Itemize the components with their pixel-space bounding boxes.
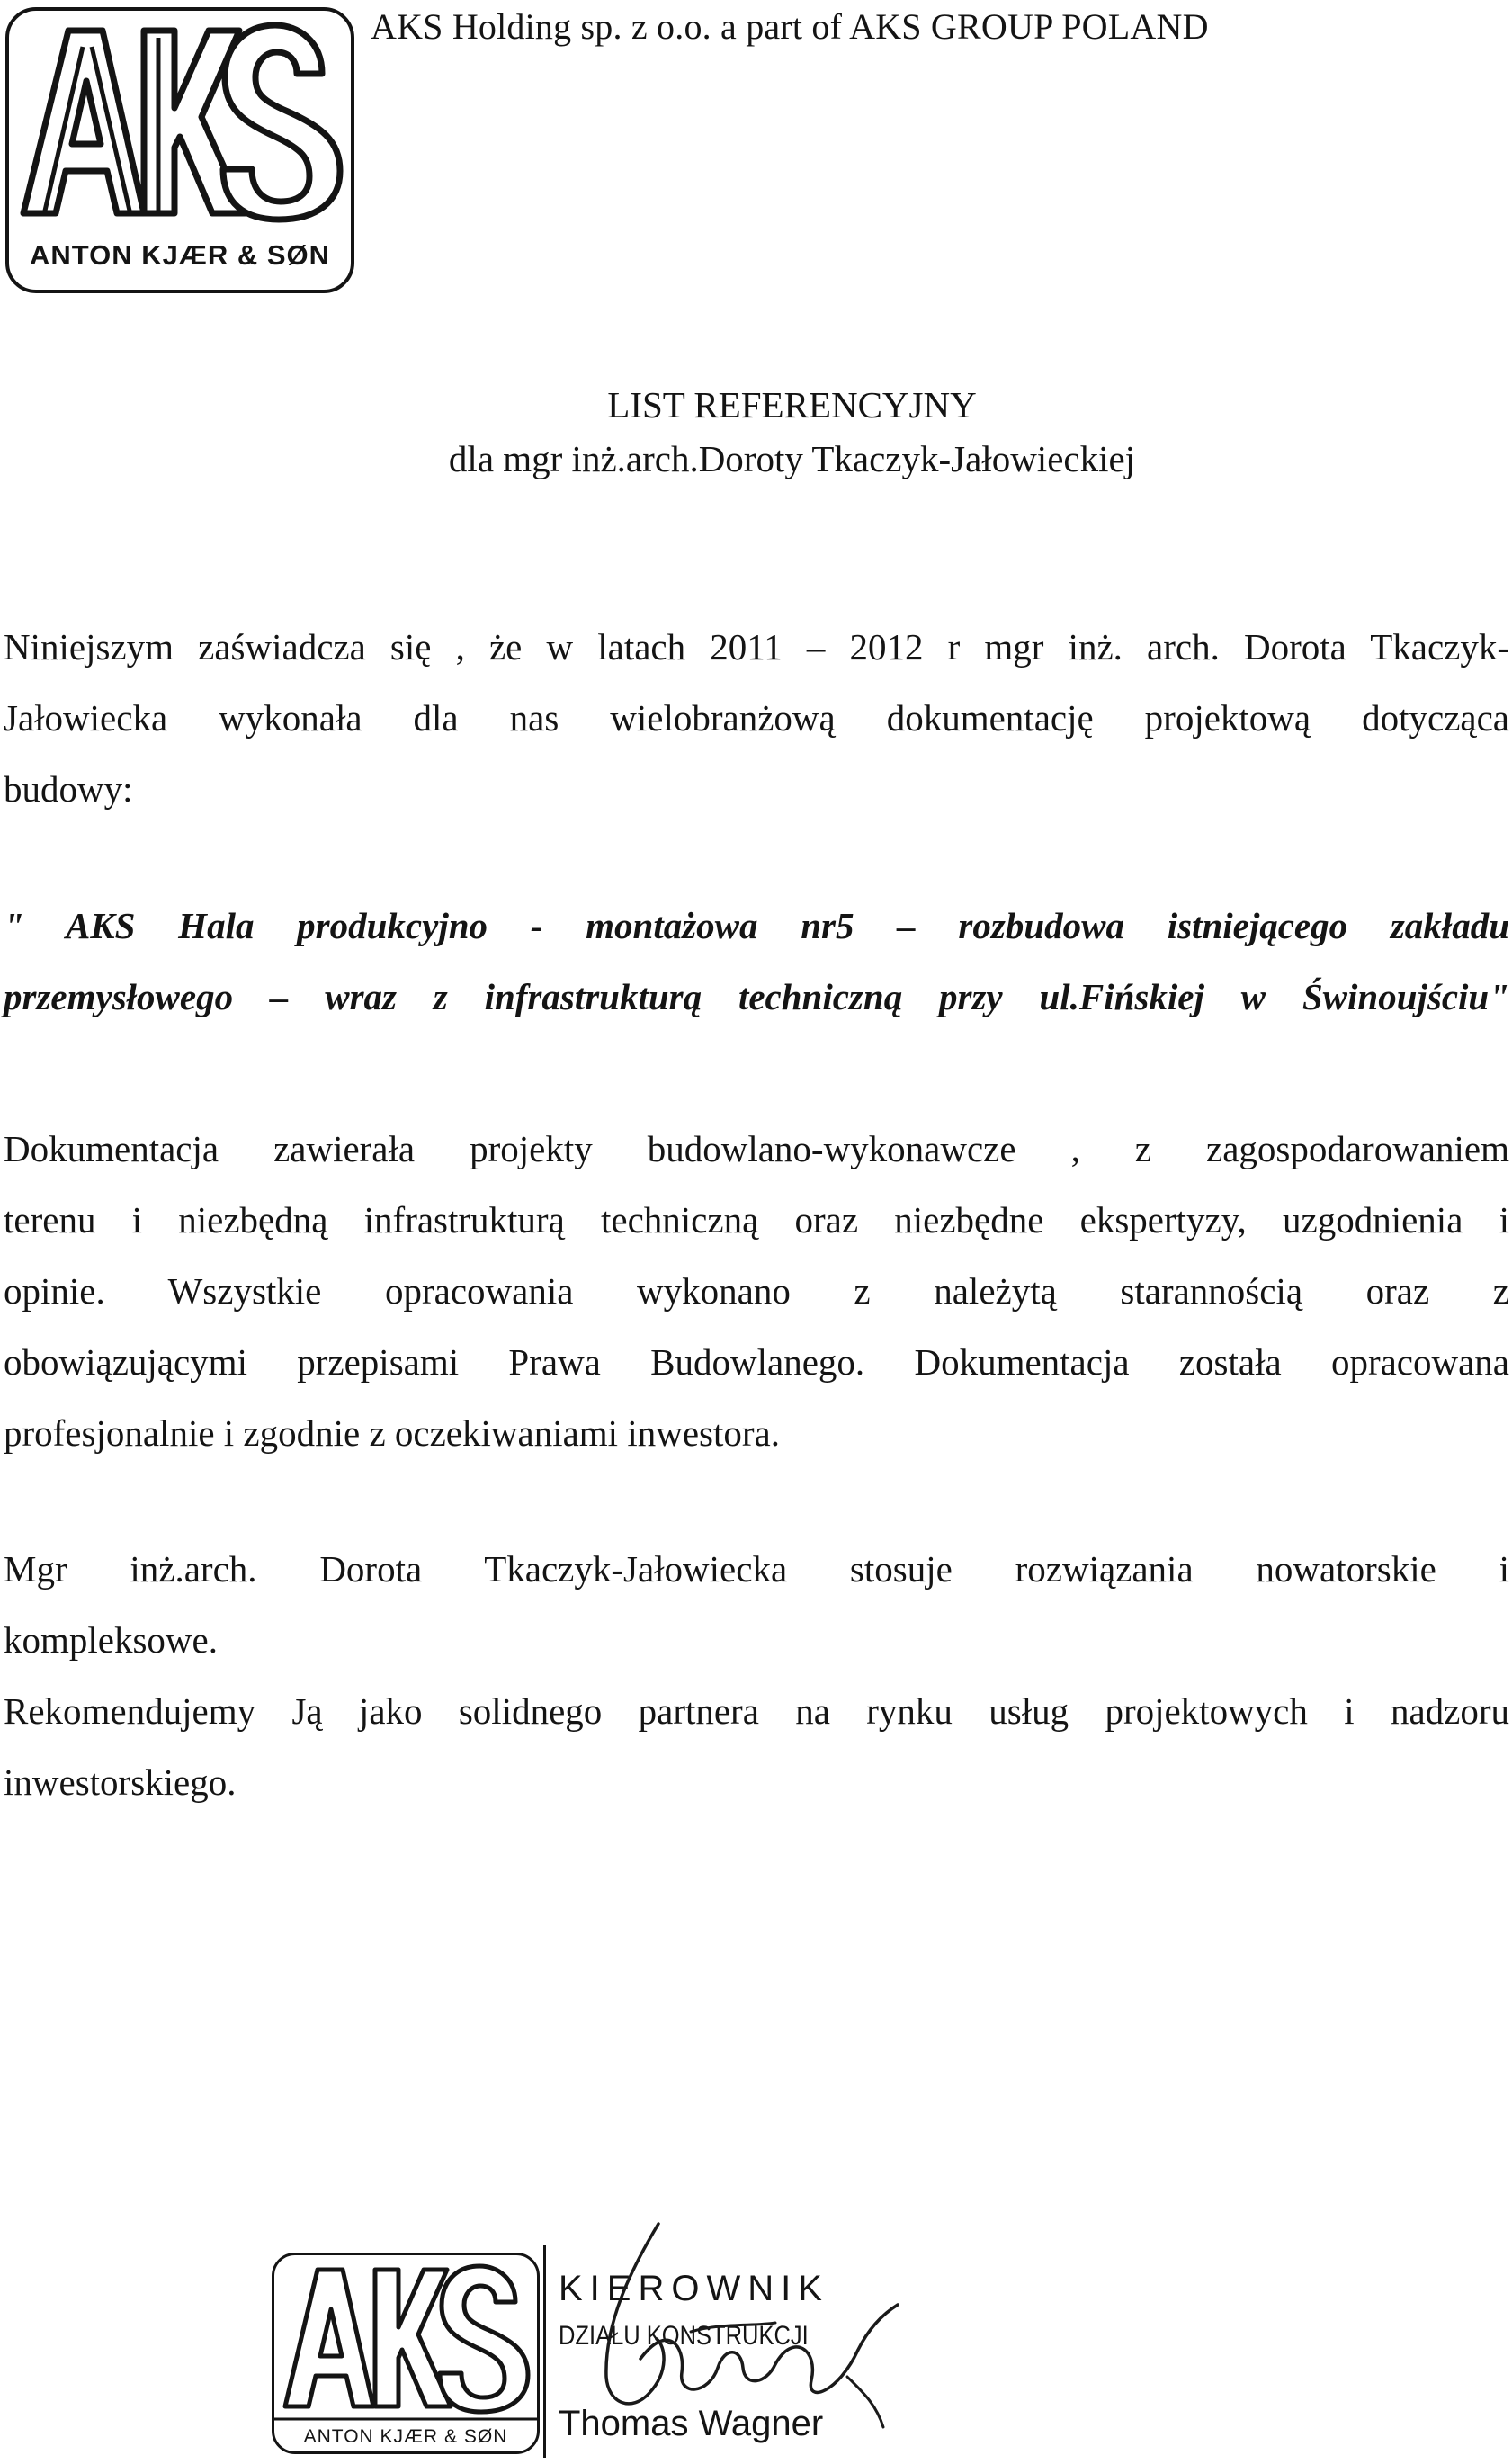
letter-recipient: dla mgr inż.arch.Doroty Tkaczyk-Jałowieckiej: [448, 438, 1136, 479]
stamp-text-box: [543, 2245, 906, 2458]
stamp-aks-logo-mark: [274, 2255, 537, 2451]
paragraph-certification: [4, 612, 1509, 825]
text-line: kompleksowe.: [4, 1619, 218, 1661]
paragraph-recommendation: [4, 1534, 1509, 1818]
letter-title-block: [0, 378, 1512, 486]
stamp-role: KIEROWNIK: [559, 2269, 829, 2308]
letter-title: LIST REFERENCYJNY: [607, 384, 977, 426]
text-line: inwestorskiego.: [4, 1761, 237, 1803]
text-line: Niniejszym zaświadcza się , że w latach 2011 – 2012 r mgr inż. arch. Dorota Tkaczyk-: [4, 626, 1509, 668]
text-line: Jałowiecka wykonała dla nas wielobranżową dokumentację projektową dotycząca: [4, 697, 1509, 739]
aks-logo: [5, 7, 354, 293]
text-line: obowiązującymi przepisami Prawa Budowlanego. Dokumentacja została opracowana: [4, 1341, 1509, 1383]
text-line: Mgr inż.arch. Dorota Tkaczyk-Jałowiecka stosuje rozwiązania nowatorskie i: [4, 1548, 1509, 1590]
signature-stamp: [254, 2229, 901, 2461]
stamp-logo-tagline: ANTON KJÆR & SØN: [303, 2426, 508, 2447]
text-line: terenu i niezbędną infrastrukturą techniczną oraz niezbędne ekspertyzy, uzgodnienia i: [4, 1199, 1509, 1241]
company-line: AKS Holding sp. z o.o. a part of AKS GROUP POLAND: [371, 6, 1209, 47]
text-line: profesjonalnie i zgodnie z oczekiwaniami inwestora.: [4, 1412, 780, 1454]
text-line: Dokumentacja zawierała projekty budowlano-wykonawcze , z zagospodarowaniem: [4, 1128, 1509, 1169]
paragraph-documentation: [4, 1114, 1509, 1469]
aks-logo-tagline: ANTON KJÆR & SØN: [29, 239, 331, 271]
text-line: opinie. Wszystkie opracowania wykonano z należytą starannością oraz z: [4, 1270, 1509, 1312]
stamp-department: DZIAŁU KONSTRUKCJI: [559, 2321, 809, 2351]
text-line: przemysłowego – wraz z infrastrukturą techniczną przy ul.Fińskiej w Świnoujściu": [4, 976, 1509, 1017]
paragraph-project-name: [4, 891, 1509, 1033]
aks-logo-mark: [9, 11, 351, 290]
text-line: " AKS Hala produkcyjno - montażowa nr5 – rozbudowa istniejącego zakładu: [4, 905, 1509, 946]
stamp-name: Thomas Wagner: [559, 2404, 824, 2443]
stamp-aks-logo: [272, 2253, 540, 2454]
text-line: budowy:: [4, 768, 133, 810]
text-line: Rekomendujemy Ją jako solidnego partnera na rynku usług projektowych i nadzoru: [4, 1690, 1509, 1732]
